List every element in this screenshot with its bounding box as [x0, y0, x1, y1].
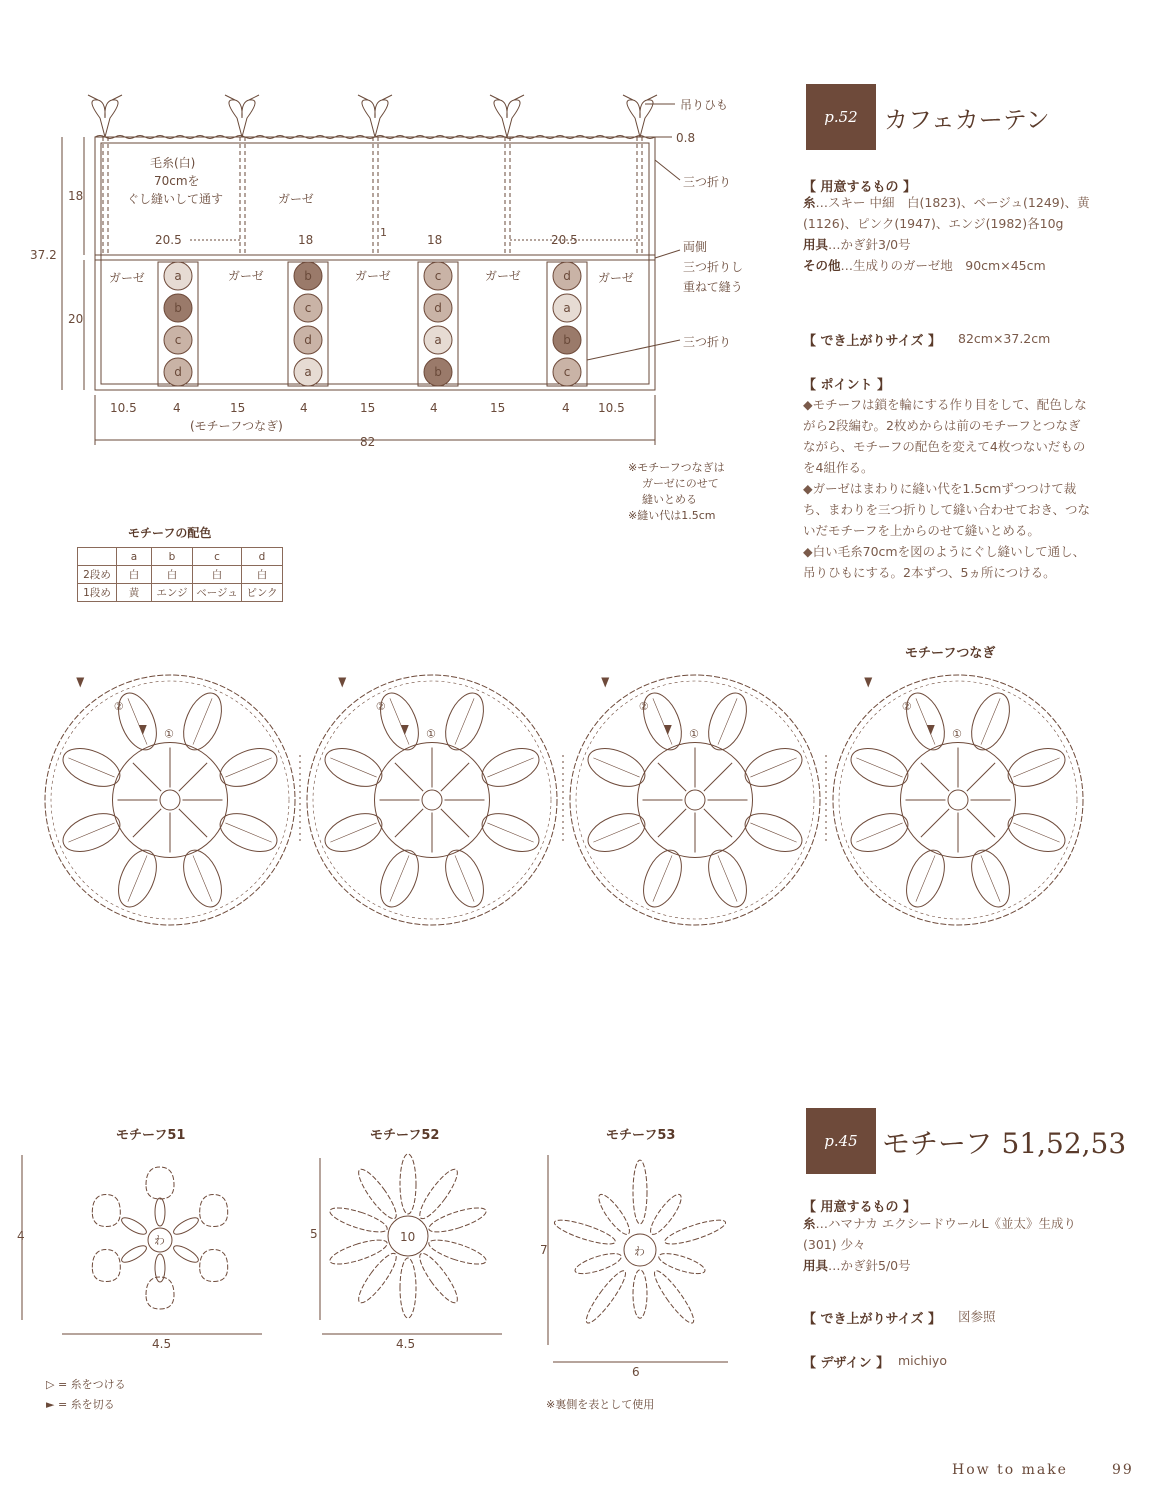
motif52-petal [426, 1235, 488, 1269]
petal-stitch [981, 855, 1000, 901]
bottom-dim: 15 [360, 401, 376, 415]
motif51-center: わ [154, 1234, 165, 1247]
join-motif-4 [833, 675, 1083, 925]
motif53-center: わ [634, 1245, 645, 1258]
petal-stitch [330, 823, 376, 842]
s1-yarn-label: 糸 [803, 195, 816, 210]
ct-r1c0: 1段め [78, 584, 117, 602]
section1-page-badge: p.52 [806, 84, 876, 150]
ct-r1c2: エンジ [152, 584, 193, 602]
petal-stitch [593, 823, 639, 842]
chain-ring-inner [313, 681, 551, 919]
round2-label: ② [638, 700, 649, 713]
petal-stitch [455, 855, 474, 901]
dimension-label: 5 [310, 1227, 318, 1241]
center-ring [422, 790, 442, 810]
s1-materials-body [803, 192, 1093, 276]
section2-page-badge: p.45 [806, 1108, 876, 1174]
note-line-2: ガーゼにのせて [642, 477, 719, 490]
ct-h3: c [193, 548, 242, 566]
join-motif-1 [45, 675, 295, 925]
curtain-diagram [0, 0, 790, 470]
petal-stitch [1013, 758, 1059, 777]
center-ring [685, 790, 705, 810]
petal-stitch [455, 698, 474, 744]
attach-yarn-marker [601, 678, 609, 688]
petal-stitch [856, 758, 902, 777]
petal-stitch [981, 698, 1000, 744]
motif51-lobe [200, 1250, 228, 1282]
s1-materials-heading: 【 用意するもの 】 [803, 180, 917, 195]
bottom-dim: 4 [430, 401, 438, 415]
s2-size-heading: 【 でき上がりサイズ 】 [803, 1312, 942, 1327]
label-tie: 吊りひも [680, 98, 729, 112]
round1-stitch [179, 763, 207, 791]
footer-page-number: 99 [1112, 1462, 1134, 1478]
motif53-petal [633, 1160, 647, 1224]
top-dim-3: 1 [380, 226, 387, 239]
s2-size-value: 図参照 [958, 1309, 996, 1324]
curtain-motif-letter: c [174, 333, 182, 347]
ct-h1: a [117, 548, 152, 566]
dim-20: 20 [68, 312, 84, 326]
bottom-dim: 15 [490, 401, 506, 415]
round1-stitch [133, 763, 161, 791]
dimension-label: 6 [632, 1365, 640, 1379]
s1-yarn-text: …スキー 中細 白(1823)、ベージュ(1249)、黄(1126)、ピンク(1947)、エンジ(1982)各10g [803, 195, 1090, 231]
chain-ring [833, 675, 1083, 925]
chain-ring-inner [51, 681, 289, 919]
petal-stitch [856, 823, 902, 842]
motif-join-chart [0, 660, 1150, 950]
round1-label: ① [164, 727, 174, 741]
note-line-1: ※モチーフつなぎは [628, 461, 725, 474]
round1-stitch [395, 763, 423, 791]
dimension-label: 4 [17, 1229, 25, 1243]
petal-stitch [225, 758, 271, 777]
round2-label: ② [901, 700, 912, 713]
s1-size-heading: 【 でき上がりサイズ 】 [803, 334, 942, 349]
motif53-petal [552, 1216, 617, 1249]
round1-stitch [441, 809, 469, 837]
motif51-lobe [146, 1167, 174, 1199]
motif52-center: 10 [400, 1230, 416, 1244]
section2-title: モチーフ 51,52,53 [882, 1127, 1127, 1160]
bottom-dim: 4 [173, 401, 181, 415]
s1-points-heading: 【 ポイント 】 [803, 378, 891, 393]
petal-stitch [487, 823, 533, 842]
petal-stitch [916, 698, 935, 744]
ct-r0c0: 2段め [78, 566, 117, 584]
petal-stitch [390, 698, 409, 744]
motif53-petal [657, 1249, 707, 1277]
curtain-motif-letter: d [304, 333, 312, 347]
petal-stitch [718, 855, 737, 901]
footer-text: How to make [952, 1462, 1068, 1478]
motif51-lobe [92, 1250, 120, 1282]
dim-82: 82 [360, 435, 376, 449]
s2-materials-heading: 【 用意するもの 】 [803, 1200, 917, 1215]
motif51-petal [171, 1215, 200, 1238]
label-both-3: 重ねて縫う [683, 280, 743, 294]
round1-stitch [179, 809, 207, 837]
top-dim-5: 20.5 [551, 233, 578, 247]
s2-tool-text: …かぎ針5/0号 [828, 1258, 911, 1273]
chain-ring [45, 675, 295, 925]
attach-yarn-marker [864, 678, 872, 688]
curtain-motif-letter: d [434, 301, 442, 315]
dimension-label: 7 [540, 1243, 548, 1257]
motif51-petal [155, 1254, 165, 1282]
ct-h2: b [152, 548, 193, 566]
label-motif-join: (モチーフつなぎ) [190, 419, 283, 433]
petal-stitch [193, 698, 212, 744]
motif51-chart [92, 1167, 227, 1309]
center-ring [948, 790, 968, 810]
ct-h4: d [242, 548, 283, 566]
petal-stitch [128, 855, 147, 901]
petal-stitch [68, 758, 114, 777]
motif53-petal [650, 1267, 699, 1327]
curtain-motif-letter: b [434, 365, 442, 379]
petal-stitch [487, 758, 533, 777]
motif53-petal [663, 1216, 728, 1249]
petal-stitch [653, 698, 672, 744]
round1-stitch [441, 763, 469, 791]
s1-tool-label: 用具 [803, 237, 829, 252]
bottom-dim: 10.5 [110, 401, 137, 415]
s2-tool-label: 用具 [803, 1258, 829, 1273]
round1-stitch [704, 809, 732, 837]
cut-yarn-marker [664, 725, 672, 735]
ct-r0c2: 白 [152, 566, 193, 584]
motif53-petal [633, 1270, 647, 1318]
note-line-4: ※縫い代は1.5cm [628, 509, 716, 522]
motif51-lobe [200, 1195, 228, 1227]
section1-title: カフェカーテン [884, 106, 1050, 134]
dim-37-2: 37.2 [30, 248, 57, 262]
label-gauze-top: ガーゼ [278, 192, 314, 206]
label-gauze-3: ガーゼ [355, 269, 391, 283]
curtain-motif-letter: b [174, 301, 182, 315]
round1-stitch [967, 809, 995, 837]
petal-stitch [593, 758, 639, 777]
round1-stitch [967, 763, 995, 791]
round1-stitch [395, 809, 423, 837]
dimension-label: 4.5 [396, 1337, 416, 1351]
label-yarn-2: 70cmを [154, 174, 200, 188]
motif51-petal [119, 1243, 148, 1266]
label-yarn-3: ぐし縫いして通す [127, 192, 224, 206]
petal-stitch [718, 698, 737, 744]
label-both-1: 両側 [683, 240, 708, 254]
curtain-motif-letter: a [434, 333, 442, 347]
curtain-notes [628, 460, 725, 524]
motif53-chart [552, 1160, 727, 1327]
s1-other-label: その他 [803, 258, 841, 273]
round1-label: ① [952, 727, 962, 741]
motif52-petal [353, 1165, 401, 1223]
attach-yarn-marker [76, 678, 84, 688]
small-motif-charts [0, 1140, 790, 1380]
ct-r1c1: 黄 [117, 584, 152, 602]
curtain-motif-letter: c [434, 269, 442, 283]
s1-tool-text: …かぎ針3/0号 [828, 237, 911, 252]
curtain-motif-letter: b [304, 269, 312, 283]
s1-other-text: …生成りのガーゼ地 90cm×45cm [840, 258, 1046, 273]
chain-ring [307, 675, 557, 925]
petal-stitch [68, 823, 114, 842]
cut-yarn-marker [927, 725, 935, 735]
label-gauze-1: ガーゼ [109, 271, 145, 285]
motif-join-title: モチーフつなぎ [905, 646, 996, 661]
s2-yarn-label: 糸 [803, 1216, 816, 1231]
curtain-motif-letter: d [563, 269, 571, 283]
ct-r0c3: 白 [193, 566, 242, 584]
petal-stitch [390, 855, 409, 901]
curtain-motif-letter: c [304, 301, 312, 315]
round2-label: ② [113, 700, 124, 713]
chain-ring [570, 675, 820, 925]
petal-stitch [653, 855, 672, 901]
motif51-petal [171, 1243, 200, 1266]
motif52-petal [353, 1249, 401, 1307]
round1-label: ① [426, 727, 436, 741]
dim-0-8: 0.8 [676, 131, 696, 145]
petal-stitch [916, 855, 935, 901]
note-line-3: 縫いとめる [642, 493, 697, 506]
label-tri-top: 三つ折り [683, 175, 732, 189]
color-table [77, 547, 283, 602]
dim-18-left: 18 [68, 189, 84, 203]
ct-r0c1: 白 [117, 566, 152, 584]
cut-yarn-marker [401, 725, 409, 735]
ct-h0 [78, 548, 117, 566]
curtain-motif-letter: a [563, 301, 571, 315]
curtain-motif-letter: c [563, 365, 571, 379]
dimension-label: 4.5 [152, 1337, 172, 1351]
color-table-title: モチーフの配色 [128, 526, 212, 540]
s2-design-value: michiyo [898, 1353, 947, 1368]
label-gauze-5: ガーゼ [598, 271, 634, 285]
motif52-chart [328, 1154, 489, 1318]
round1-stitch [133, 809, 161, 837]
motif52-title: モチーフ52 [370, 1128, 440, 1143]
label-gauze-2: ガーゼ [228, 269, 264, 283]
petal-stitch [1013, 823, 1059, 842]
motif52-petal [426, 1203, 488, 1237]
curtain-motif-letter: d [174, 365, 182, 379]
motif51-lobe [92, 1195, 120, 1227]
motif52-petal [328, 1235, 390, 1269]
legend-cut: ► = 糸を切る [46, 1398, 115, 1411]
motif53-petal [573, 1249, 623, 1277]
motif52-petal [400, 1154, 416, 1214]
round1-stitch [921, 763, 949, 791]
chain-ring-inner [576, 681, 814, 919]
round2-label: ② [375, 700, 386, 713]
motif52-petal [414, 1165, 462, 1223]
motif51-title: モチーフ51 [116, 1128, 186, 1143]
motif52-petal [414, 1249, 462, 1307]
motif53-petal [581, 1267, 630, 1327]
curtain-motif-letter: b [563, 333, 571, 347]
bottom-dim: 4 [562, 401, 570, 415]
legend-attach: ▷ = 糸をつける [46, 1378, 126, 1391]
bottom-dim: 4 [300, 401, 308, 415]
motif52-petal [328, 1203, 390, 1237]
motif52-petal [400, 1258, 416, 1318]
bottom-dim: 10.5 [598, 401, 625, 415]
ct-r0c4: 白 [242, 566, 283, 584]
s2-design-heading: 【 デザイン 】 [803, 1356, 890, 1371]
petal-stitch [225, 823, 271, 842]
top-dim-1: 20.5 [155, 233, 182, 247]
curtain-motif-letter: a [304, 365, 312, 379]
label-both-2: 三つ折りし [683, 260, 744, 274]
join-motif-2 [307, 675, 557, 925]
chain-ring-inner [839, 681, 1077, 919]
motif51-petal [155, 1198, 165, 1226]
ct-r1c4: ピンク [242, 584, 283, 602]
cut-yarn-marker [139, 725, 147, 735]
round1-stitch [704, 763, 732, 791]
motif53-title: モチーフ53 [606, 1128, 676, 1143]
motif51-petal [119, 1215, 148, 1238]
center-ring [160, 790, 180, 810]
label-gauze-4: ガーゼ [485, 269, 521, 283]
motif53-note: ※裏側を表として使用 [546, 1398, 655, 1411]
petal-stitch [128, 698, 147, 744]
ct-r1c3: ベージュ [193, 584, 242, 602]
petal-stitch [330, 758, 376, 777]
petal-stitch [193, 855, 212, 901]
top-dim-2: 18 [298, 233, 314, 247]
s2-yarn-text: …ハマナカ エクシードウールL《並太》生成り(301) 少々 [803, 1216, 1076, 1252]
round1-stitch [921, 809, 949, 837]
petal-stitch [750, 758, 796, 777]
s1-point-2: ◆ガーゼはまわりに縫い代を1.5cmずつつけて裁ち、まわりを三つ折りして縫い合わせておき、つないだモチーフを上からのせて縫いとめる。 [803, 481, 1091, 538]
s1-points-body [803, 394, 1093, 583]
label-yarn-1: 毛糸(白) [150, 156, 196, 170]
round1-label: ① [689, 727, 699, 741]
s1-point-3: ◆白い毛糸70cmを図のようにぐし縫いして通し、吊りひもにする。2本ずつ、5ヵ所につける。 [803, 544, 1086, 580]
s1-size-value: 82cm×37.2cm [958, 331, 1051, 346]
s1-point-1: ◆モチーフは鎖を輪にする作り目をして、配色しながら2段編む。2枚めからは前のモチーフとつなぎながら、モチーフの配色を変えて4枚つないだものを4組作る。 [803, 397, 1087, 475]
attach-yarn-marker [338, 678, 346, 688]
round1-stitch [658, 763, 686, 791]
label-tri-bottom: 三つ折り [683, 335, 732, 349]
curtain-motif-letter: a [174, 269, 182, 283]
join-motif-3 [570, 675, 820, 925]
bottom-dim: 15 [230, 401, 246, 415]
petal-stitch [750, 823, 796, 842]
round1-stitch [658, 809, 686, 837]
s2-materials-body [803, 1213, 1093, 1276]
top-dim-4: 18 [427, 233, 443, 247]
